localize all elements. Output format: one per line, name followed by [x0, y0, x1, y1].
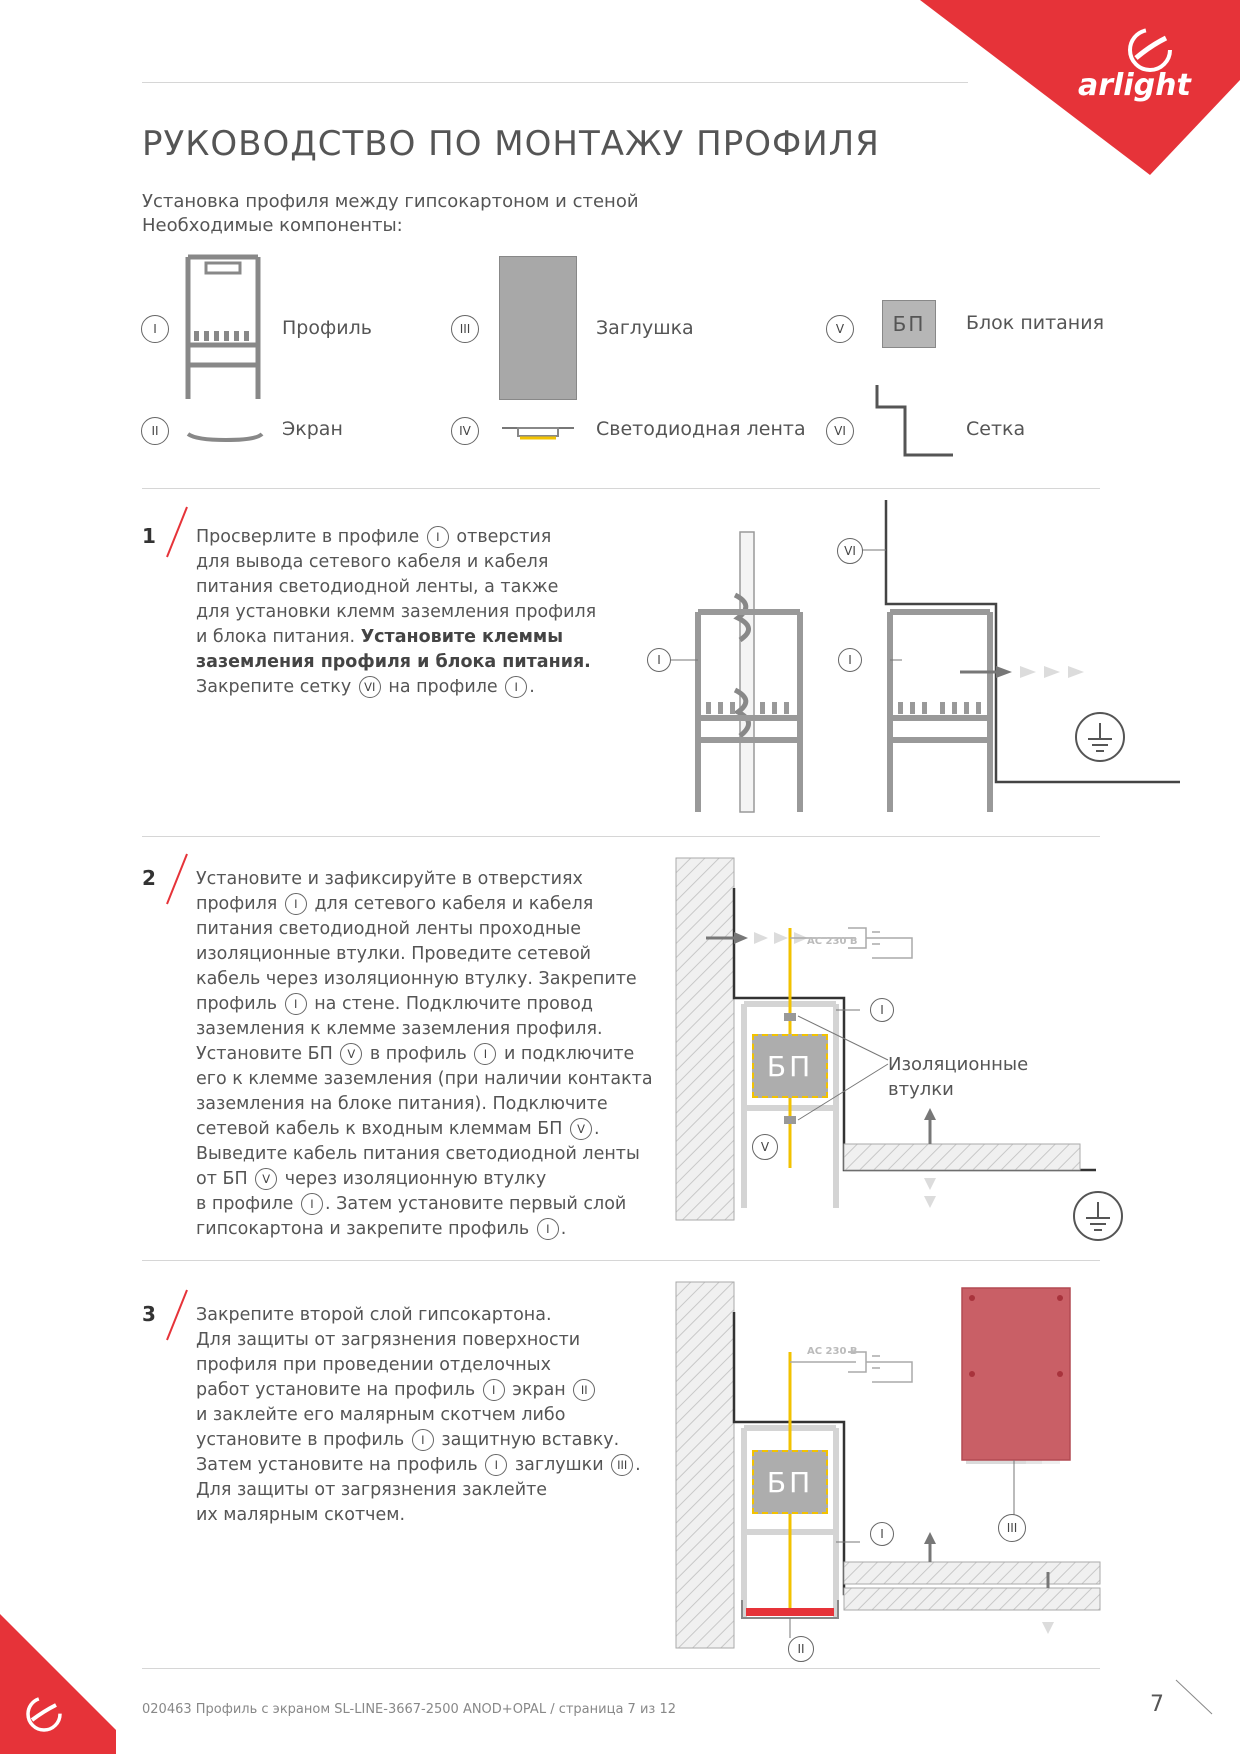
- text-fragment: Затем установите на профиль: [196, 1455, 484, 1475]
- step-2-psu: [752, 1034, 828, 1098]
- text-line: [196, 1378, 641, 1403]
- cap-drawing: [499, 256, 577, 400]
- step-1-slash: [163, 505, 193, 560]
- step-2-slash: [163, 852, 193, 907]
- text-line: [196, 625, 596, 650]
- text-line: питания светодиодной ленты, а также: [196, 577, 559, 597]
- component-marker-ii: II: [141, 417, 169, 445]
- component-label-mesh: Сетка: [966, 418, 1026, 440]
- callout-line: Изоляционные: [888, 1054, 1029, 1075]
- text-fragment: сетевой кабель к входным клеммам БП: [196, 1119, 568, 1139]
- text-fragment: .: [635, 1455, 641, 1475]
- text-line: [196, 1167, 653, 1192]
- text-line: [196, 1428, 641, 1453]
- ref-marker: VI: [359, 676, 381, 698]
- text-line: [196, 992, 653, 1017]
- ref-marker: I: [301, 1193, 323, 1215]
- ref-marker: I: [427, 526, 449, 548]
- section-divider: [142, 1260, 1100, 1261]
- section-divider: [142, 836, 1100, 837]
- text-fragment: работ установите на профиль: [196, 1380, 481, 1400]
- text-line: [196, 525, 596, 550]
- psu-label: БП: [892, 312, 926, 336]
- text-line: его к клемме заземления (при наличии контакта: [196, 1069, 653, 1089]
- psu-drawing: [882, 300, 936, 348]
- text-fragment: на профиле: [382, 677, 504, 697]
- ref-marker: I: [412, 1429, 434, 1451]
- footer-text: 020463 Профиль с экраном SL-LINE-3667-2500 ANOD+OPAL / страница 7 из 12: [142, 1702, 676, 1717]
- text-fragment: заглушки: [509, 1455, 610, 1475]
- component-marker-vi: VI: [826, 417, 854, 445]
- component-label-psu: Блок питания: [966, 312, 1105, 334]
- text-fragment: и блока питания.: [196, 627, 361, 647]
- profile-drawing: [180, 255, 270, 405]
- text-fragment: на стене. Подключите провод: [308, 994, 593, 1014]
- text-line: Для защиты от загрязнения поверхности: [196, 1330, 581, 1350]
- step-3-psu: [752, 1450, 828, 1514]
- text-fragment: для сетевого кабеля и кабеля: [308, 894, 594, 914]
- text-line: для вывода сетевого кабеля и кабеля: [196, 552, 549, 572]
- text-line: Выведите кабель питания светодиодной ленты: [196, 1144, 640, 1164]
- component-label-profile: Профиль: [282, 317, 372, 339]
- ref-marker: V: [340, 1043, 362, 1065]
- diagram-marker-i: I: [870, 1522, 894, 1546]
- component-marker-iv: IV: [451, 417, 479, 445]
- text-fragment: и подключите: [498, 1044, 635, 1064]
- diagram-marker-iii: III: [998, 1514, 1026, 1542]
- diagram-marker-v: V: [752, 1134, 778, 1160]
- text-fragment: Установите БП: [196, 1044, 339, 1064]
- text-line: [196, 1453, 641, 1478]
- step-2-text: [196, 867, 653, 1242]
- ref-marker: II: [573, 1379, 595, 1401]
- text-fragment: профиль: [196, 994, 283, 1014]
- psu-label: БП: [766, 1465, 814, 1499]
- text-line: [196, 1217, 653, 1242]
- step-1-text: [196, 525, 596, 700]
- step-2-diagram: [676, 858, 1126, 1228]
- text-fragment: от БП: [196, 1169, 254, 1189]
- text-fragment: .: [529, 677, 535, 697]
- text-fragment: установите в профиль: [196, 1430, 410, 1450]
- text-fragment: Закрепите сетку: [196, 677, 357, 697]
- intro-line: Необходимые компоненты:: [142, 215, 403, 236]
- step-3-text: [196, 1303, 641, 1528]
- text-fragment: . Затем установите первый слой: [324, 1194, 627, 1214]
- ref-marker: I: [285, 993, 307, 1015]
- step-3-slash: [163, 1288, 193, 1343]
- text-line: питания светодиодной ленты проходные: [196, 919, 582, 939]
- text-line: Установите и зафиксируйте в отверстиях: [196, 869, 583, 889]
- text-fragment: гипсокартона и закрепите профиль: [196, 1219, 535, 1239]
- text-line: заземления на блоке питания). Подключите: [196, 1094, 608, 1114]
- text-fragment: отверстия: [450, 527, 552, 547]
- ac-label: AC 230 B: [807, 1346, 858, 1357]
- led-strip-drawing: [500, 422, 576, 446]
- text-fragment: в профиль: [364, 1044, 473, 1064]
- intro-line: Установка профиля между гипсокартоном и стеной: [142, 191, 639, 212]
- component-label-led-strip: Светодиодная лента: [596, 418, 806, 440]
- diagram-marker-i: I: [647, 648, 671, 672]
- step-3-diagram: [676, 1282, 1136, 1652]
- diagram-marker-i: I: [870, 998, 894, 1022]
- ref-marker: I: [483, 1379, 505, 1401]
- text-line: изоляционные втулки. Проведите сетевой: [196, 944, 592, 964]
- psu-label: БП: [766, 1049, 814, 1083]
- ref-marker: I: [505, 676, 527, 698]
- callout-line: втулки: [888, 1079, 954, 1100]
- text-line: [196, 1042, 653, 1067]
- page-number: 7: [1150, 1692, 1164, 1717]
- diagram-marker-ii: II: [788, 1636, 814, 1662]
- component-marker-v: V: [826, 315, 854, 343]
- text-fragment-bold: Установите клеммы: [360, 627, 564, 647]
- text-line: Для защиты от загрязнения заклейте: [196, 1480, 548, 1500]
- mesh-drawing: [875, 383, 955, 458]
- page-number-slash: [1174, 1678, 1214, 1718]
- text-line: и заклейте его малярным скотчем либо: [196, 1405, 566, 1425]
- ref-marker: V: [570, 1118, 592, 1140]
- text-fragment: в профиле: [196, 1194, 299, 1214]
- text-line: заземления профиля и блока питания.: [196, 652, 591, 672]
- text-line: Закрепите второй слой гипсокартона.: [196, 1305, 552, 1325]
- step-1-diagram: [640, 500, 1180, 820]
- footer-corner: [0, 1614, 120, 1754]
- step-2-number: 2: [142, 866, 156, 890]
- step-3-number: 3: [142, 1302, 156, 1326]
- text-line: [196, 675, 596, 700]
- top-rule: [142, 82, 968, 83]
- component-marker-iii: III: [451, 315, 479, 343]
- brand-logo: arlight: [1078, 68, 1191, 103]
- text-line: [196, 1117, 653, 1142]
- ref-marker: III: [611, 1454, 633, 1476]
- text-line: для установки клемм заземления профиля: [196, 602, 597, 622]
- text-line: кабель через изоляционную втулку. Закрепите: [196, 969, 637, 989]
- text-fragment: .: [594, 1119, 600, 1139]
- intro: [142, 190, 639, 238]
- page-title: РУКОВОДСТВО ПО МОНТАЖУ ПРОФИЛЯ: [142, 124, 880, 164]
- component-label-screen: Экран: [282, 418, 343, 440]
- text-fragment: .: [560, 1219, 567, 1239]
- diagram-marker-i: I: [838, 648, 862, 672]
- text-line: [196, 1192, 653, 1217]
- text-line: [196, 892, 653, 917]
- screen-drawing: [186, 424, 266, 444]
- step-1-number: 1: [142, 524, 156, 548]
- ref-marker: I: [285, 893, 307, 915]
- ref-marker: I: [474, 1043, 496, 1065]
- text-fragment: профиля: [196, 894, 283, 914]
- text-fragment: через изоляционную втулку: [279, 1169, 547, 1189]
- bottom-rule: [142, 1668, 1100, 1669]
- ref-marker: I: [537, 1218, 559, 1240]
- text-fragment: защитную вставку.: [435, 1430, 620, 1450]
- ref-marker: V: [255, 1168, 277, 1190]
- section-divider: [142, 488, 1100, 489]
- text-fragment: Просверлите в профиле: [196, 527, 425, 547]
- insulation-callout: [888, 1052, 1028, 1102]
- ac-label: AC 230 B: [807, 936, 858, 947]
- text-fragment: экран: [506, 1380, 572, 1400]
- text-line: их малярным скотчем.: [196, 1505, 406, 1525]
- diagram-marker-vi: VI: [837, 538, 863, 564]
- component-marker-i: I: [141, 315, 169, 343]
- component-label-cap: Заглушка: [596, 317, 694, 339]
- text-line: профиля при проведении отделочных: [196, 1355, 551, 1375]
- ref-marker: I: [485, 1454, 507, 1476]
- text-line: заземления к клемме заземления профиля.: [196, 1019, 603, 1039]
